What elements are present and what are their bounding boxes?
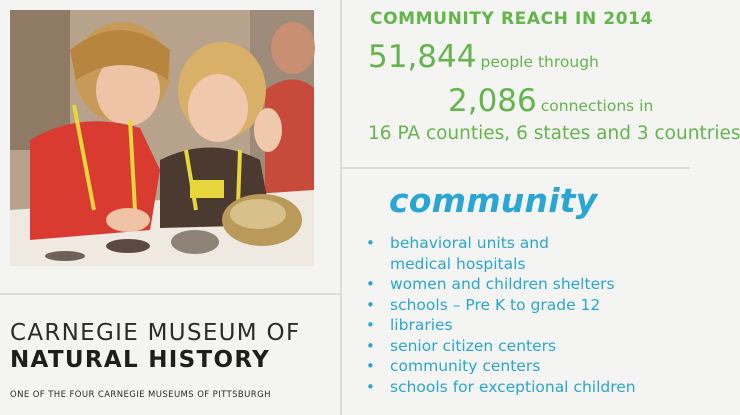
list-item-text-continued: medical hospitals [390,254,526,273]
countries-label: countries [654,123,740,144]
community-reach-panel [348,0,740,168]
bullet: • [366,336,375,355]
stat-people [368,39,599,75]
people-count: 51,844 [368,39,477,75]
people-label: people through [480,53,599,71]
stat-connections [448,83,654,119]
list-item [366,295,636,316]
list-item-text: schools – Pre K to grade 12 [390,295,601,314]
museum-name-line1: CARNEGIE MUSEUM OF [10,320,301,346]
museum-tagline: ONE OF THE FOUR CARNEGIE MUSEUMS OF PITTSBURGH [10,390,271,400]
list-item-text: schools for exceptional children [390,377,636,396]
list-item-text: women and children shelters [390,275,615,293]
states-count: 6 [516,123,528,144]
counties-count: 16 [368,123,392,144]
list-item-text: libraries [390,316,453,334]
list-item-text: senior citizen centers [390,336,557,355]
list-item [366,274,636,295]
photo-illustration [10,10,314,266]
community-list [366,233,636,397]
list-item-text: community centers [390,357,541,375]
bullet: • [366,316,375,334]
counties-label: PA counties, [397,123,511,144]
children-photo [10,10,314,266]
countries-count: 3 [636,123,649,144]
reach-title: COMMUNITY REACH IN 2014 [370,9,654,29]
states-label: states and [533,123,631,144]
museum-name-line2: NATURAL HISTORY [10,347,271,373]
connections-label: connections in [540,97,654,115]
list-item [366,315,636,336]
bullet: • [366,234,375,252]
list-item [366,356,636,377]
community-heading: community [389,181,598,220]
divider-left-horizontal [0,293,340,295]
connections-count: 2,086 [448,83,537,119]
list-item [366,233,636,274]
list-item [366,336,636,357]
divider-vertical [340,0,342,415]
bullet: • [366,275,375,293]
bullet: • [366,357,375,375]
stat-locations [368,123,740,144]
bullet: • [366,295,375,314]
list-item [366,377,636,398]
bullet: • [366,377,375,396]
list-item-text: behavioral units and [390,234,549,252]
